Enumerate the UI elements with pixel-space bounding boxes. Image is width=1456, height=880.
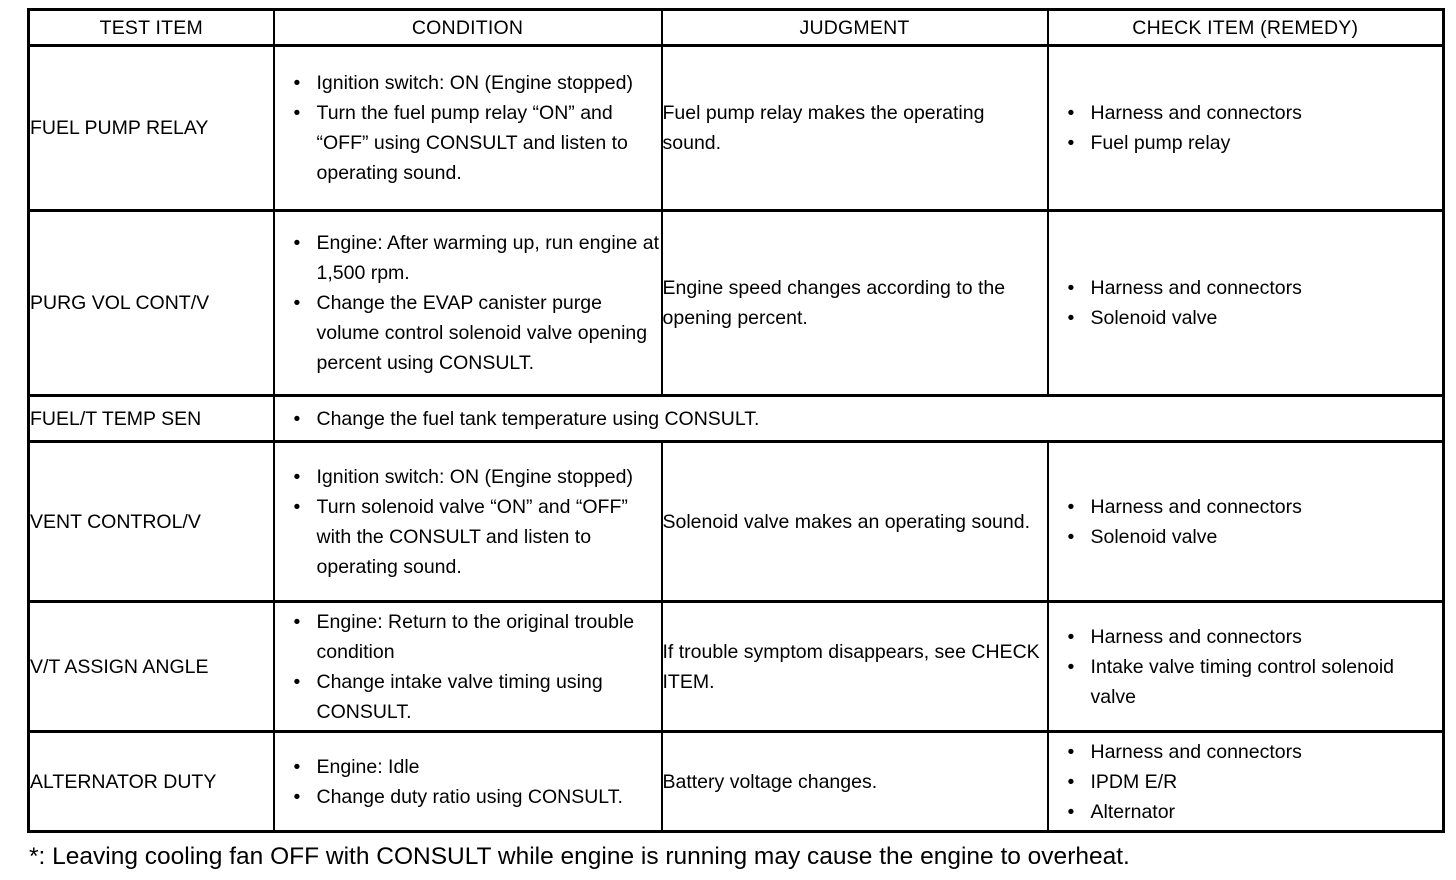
table-row [29, 46, 1444, 211]
test-item-cell: V/T ASSIGN ANGLE [29, 602, 274, 732]
condition-bullet: • Change the fuel tank temperature using CONSULT. [275, 404, 1443, 434]
condition-bullet: • Change the EVAP canister purge volume control solenoid valve opening percent using CONSULT. [275, 288, 661, 378]
condition-bullet: • Change intake valve timing using CONSULT. [275, 667, 661, 727]
header-check-item: CHECK ITEM (REMEDY) [1048, 10, 1444, 46]
header-test-item: TEST ITEM [29, 10, 274, 46]
header-judgment: JUDGMENT [662, 10, 1048, 46]
condition-bullet: • Change duty ratio using CONSULT. [275, 782, 661, 812]
check-item-bullet: • Harness and connectors [1049, 273, 1443, 303]
test-item-cell: FUEL/T TEMP SEN [29, 396, 274, 442]
condition-bullet: • Ignition switch: ON (Engine stopped) [275, 68, 661, 98]
test-item-cell: VENT CONTROL/V [29, 442, 274, 602]
condition-cell [274, 46, 662, 211]
check-item-list [1049, 273, 1443, 333]
judgment-text: Fuel pump relay makes the operating sound. [662, 102, 985, 154]
table-row [29, 602, 1444, 732]
table-row [29, 732, 1444, 832]
test-item-cell: FUEL PUMP RELAY [29, 46, 274, 211]
check-item-bullet: • Intake valve timing control solenoid valve [1049, 652, 1443, 712]
condition-list [275, 462, 661, 582]
check-item-bullet: • Fuel pump relay [1049, 128, 1443, 158]
check-item-cell [1048, 602, 1444, 732]
condition-list [275, 752, 661, 812]
condition-cell [274, 442, 662, 602]
judgment-cell [662, 211, 1048, 396]
table-header-row [29, 10, 1444, 46]
condition-cell [274, 211, 662, 396]
condition-bullet: • Turn solenoid valve “ON” and “OFF” with the CONSULT and listen to operating sound. [275, 492, 661, 582]
test-item-cell: ALTERNATOR DUTY [29, 732, 274, 832]
footnote: *: Leaving cooling fan OFF with CONSULT while engine is running may cause the engine to overheat. [29, 843, 1130, 870]
condition-list [275, 607, 661, 727]
check-item-bullet: • Harness and connectors [1049, 492, 1443, 522]
check-item-list [1049, 98, 1443, 158]
condition-bullet: • Ignition switch: ON (Engine stopped) [275, 462, 661, 492]
diagnostic-table [27, 8, 1445, 833]
condition-cell-spanning [274, 396, 1444, 442]
check-item-list [1049, 737, 1443, 827]
check-item-bullet: • IPDM E/R [1049, 767, 1443, 797]
check-item-list [1049, 622, 1443, 712]
condition-bullet: • Engine: Idle [275, 752, 661, 782]
check-item-cell [1048, 211, 1444, 396]
table-row [29, 211, 1444, 396]
judgment-text: If trouble symptom disappears, see CHECK ITEM. [662, 640, 1040, 693]
check-item-bullet: • Alternator [1049, 797, 1443, 827]
table-row [29, 396, 1444, 442]
check-item-bullet: • Solenoid valve [1049, 303, 1443, 333]
condition-cell [274, 602, 662, 732]
table-row [29, 442, 1444, 602]
judgment-cell [662, 732, 1048, 832]
check-item-bullet: • Harness and connectors [1049, 737, 1443, 767]
condition-bullet: • Turn the fuel pump relay “ON” and “OFF” using CONSULT and listen to operating sound. [275, 98, 661, 188]
judgment-cell [662, 46, 1048, 211]
check-item-cell [1048, 442, 1444, 602]
check-item-list [1049, 492, 1443, 552]
condition-list [275, 404, 1443, 434]
check-item-bullet: • Harness and connectors [1049, 622, 1443, 652]
condition-bullet: • Engine: After warming up, run engine at 1,500 rpm. [275, 228, 661, 288]
judgment-cell [662, 602, 1048, 732]
condition-list [275, 228, 661, 378]
condition-list [275, 68, 661, 188]
judgment-cell [662, 442, 1048, 602]
judgment-text: Battery voltage changes. [662, 770, 878, 793]
judgment-text: Solenoid valve makes an operating sound. [662, 510, 1030, 533]
condition-bullet: • Engine: Return to the original trouble condition [275, 607, 661, 667]
judgment-text: Engine speed changes according to the opening percent. [662, 277, 1006, 329]
check-item-bullet: • Harness and connectors [1049, 98, 1443, 128]
condition-cell [274, 732, 662, 832]
check-item-cell [1048, 732, 1444, 832]
test-item-cell: PURG VOL CONT/V [29, 211, 274, 396]
check-item-bullet: • Solenoid valve [1049, 522, 1443, 552]
header-condition: CONDITION [274, 10, 662, 46]
check-item-cell [1048, 46, 1444, 211]
